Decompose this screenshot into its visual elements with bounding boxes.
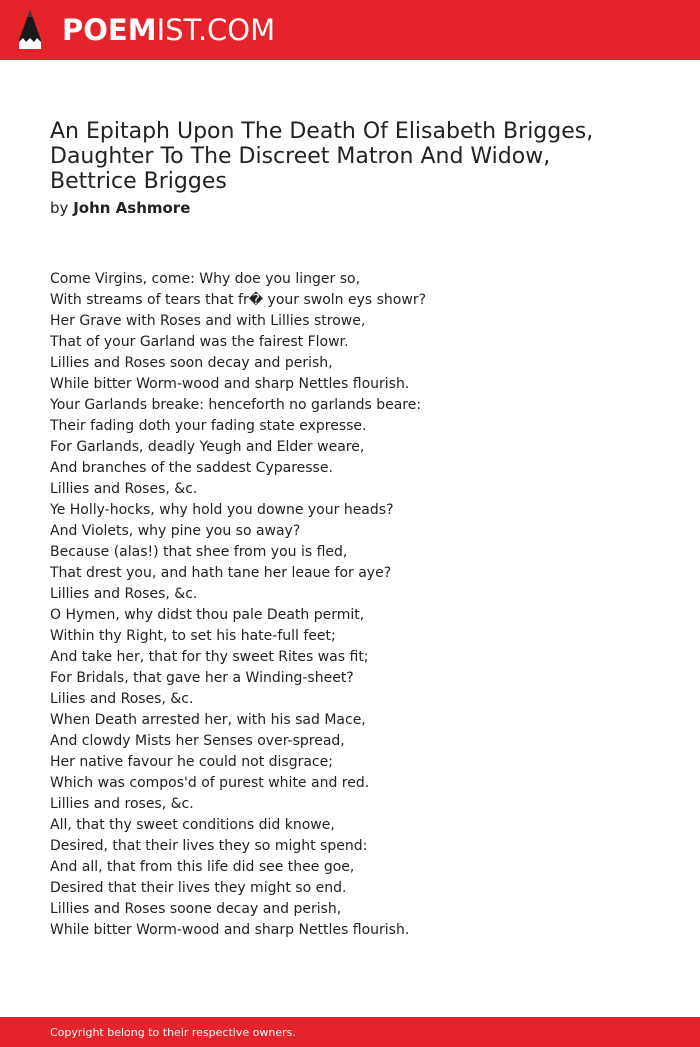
copyright-text: Copyright belong to their respective owners. (50, 1026, 296, 1039)
logo-bold-part: POEM (62, 13, 157, 47)
poem-line: When Death arrested her, with his sad Mace, (50, 712, 366, 728)
poem-title-line: Bettrice Brigges (50, 169, 227, 194)
poem-line: Lilies and Roses, &c. (50, 691, 194, 707)
poem-header (50, 119, 650, 218)
poem-line: Your Garlands breake: henceforth no garlands beare: (50, 397, 422, 413)
poem-title (50, 119, 650, 194)
poem-line: And all, that from this life did see thee goe, (50, 859, 355, 875)
poem-line: While bitter Worm-wood and sharp Nettles flourish. (50, 376, 410, 392)
poem-line: And take her, that for thy sweet Rites was fit; (50, 649, 369, 665)
poem-line: Within thy Right, to set his hate-full feet; (50, 628, 336, 644)
byline-prefix: by (50, 199, 69, 217)
poem-line: Lillies and roses, &c. (50, 796, 194, 812)
poem-line: With streams of tears that fr� your swoln eys showr? (50, 292, 427, 308)
poem-line: For Bridals, that gave her a Winding-sheet? (50, 670, 354, 686)
poem-body (50, 269, 670, 941)
poem-line: Ye Holly-hocks, why hold you downe your heads? (50, 502, 394, 518)
poem-title-line: An Epitaph Upon The Death Of Elisabeth Brigges, (50, 119, 594, 144)
poem-line: For Garlands, deadly Yeugh and Elder weare, (50, 439, 365, 455)
logo-light-part: IST.COM (156, 13, 276, 47)
poem-line: Lillies and Roses, &c. (50, 586, 198, 602)
poem-line: Lillies and Roses, &c. (50, 481, 198, 497)
site-logo[interactable] (62, 12, 275, 48)
poem-line: While bitter Worm-wood and sharp Nettles flourish. (50, 922, 410, 938)
poem-line: Her Grave with Roses and with Lillies strowe, (50, 313, 366, 329)
poem-title-line: Daughter To The Discreet Matron And Widow, (50, 144, 551, 169)
byline (50, 198, 650, 218)
poem-line: O Hymen, why didst thou pale Death permit, (50, 607, 365, 623)
poem-line: Because (alas!) that shee from you is fled, (50, 544, 348, 560)
poem-line: And branches of the saddest Cyparesse. (50, 460, 333, 476)
poem-line: Desired that their lives they might so end. (50, 880, 347, 896)
poem-line: Their fading doth your fading state expresse. (50, 418, 367, 434)
poem-line: Come Virgins, come: Why doe you linger so, (50, 271, 361, 287)
poem-line: And clowdy Mists her Senses over-spread, (50, 733, 345, 749)
poem-line: All, that thy sweet conditions did knowe, (50, 817, 335, 833)
poem-line: And Violets, why pine you so away? (50, 523, 301, 539)
poem-line: Desired, that their lives they so might spend: (50, 838, 368, 854)
poem-line: Which was compos'd of purest white and red. (50, 775, 370, 791)
pencil-tip-icon (18, 9, 42, 51)
site-header (0, 0, 700, 60)
poem-line: Lillies and Roses soon decay and perish, (50, 355, 333, 371)
poem-line: That drest you, and hath tane her leaue for aye? (50, 565, 392, 581)
poem-line: Lillies and Roses soone decay and perish, (50, 901, 342, 917)
poem-line: That of your Garland was the fairest Flowr. (50, 334, 349, 350)
site-footer (0, 1017, 700, 1047)
poem-line: Her native favour he could not disgrace; (50, 754, 333, 770)
author-name[interactable]: John Ashmore (73, 199, 191, 217)
